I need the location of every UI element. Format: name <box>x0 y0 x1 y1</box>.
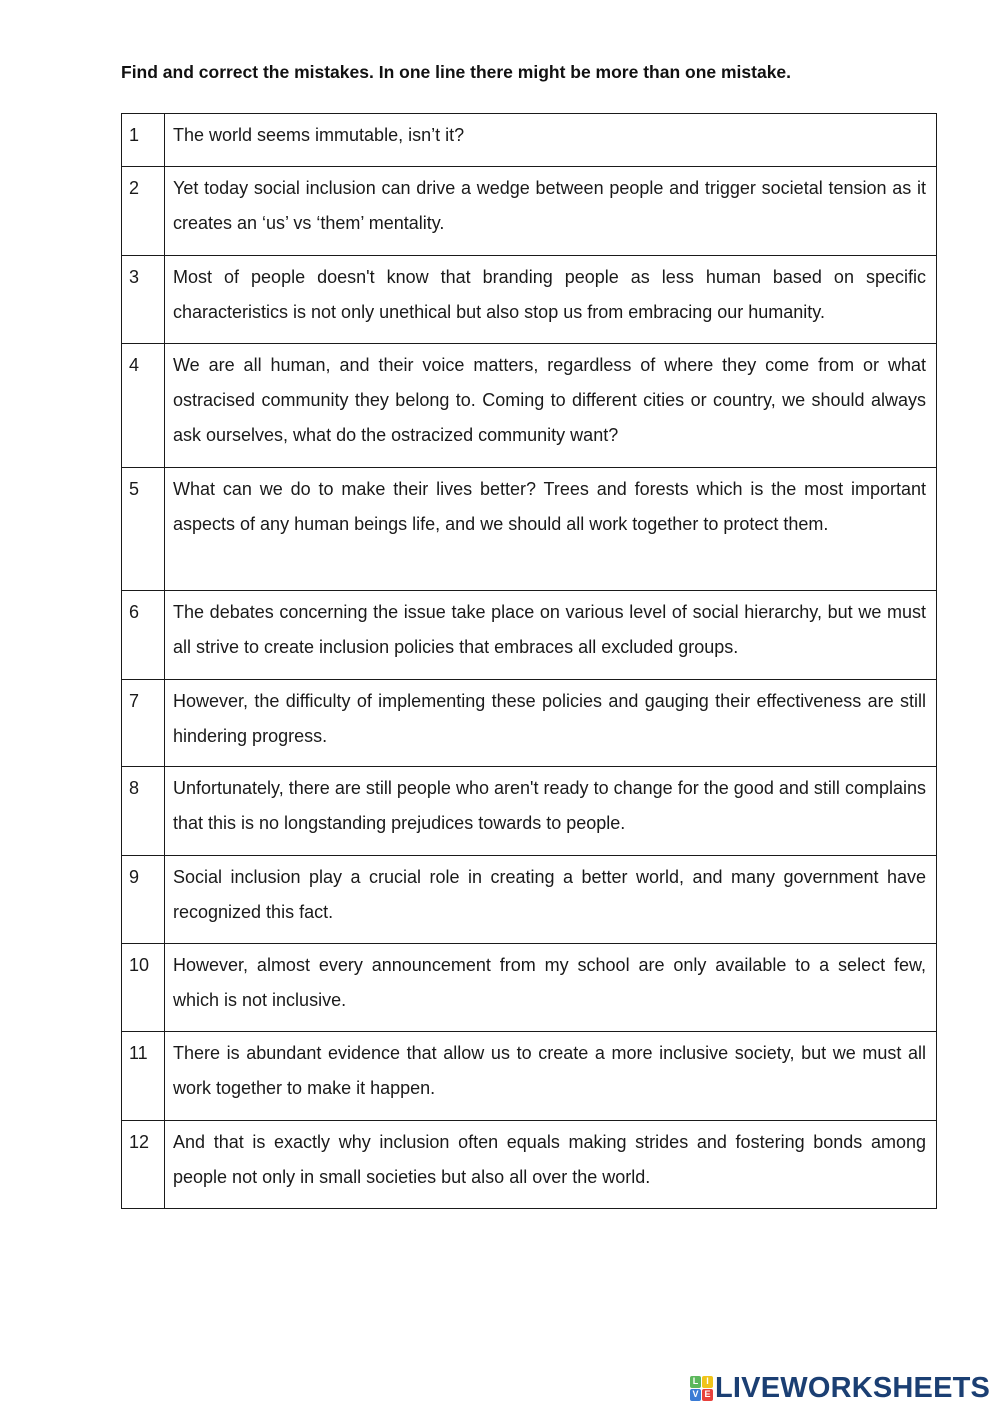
mistakes-table <box>121 113 937 1209</box>
logo-tile-i: I <box>702 1376 713 1388</box>
table-row <box>122 256 937 344</box>
row-number: 8 <box>122 767 165 856</box>
row-number: 11 <box>122 1032 165 1121</box>
row-sentence: We are all human, and their voice matters, regardless of where they come from or what ostracised community they belong to. Coming to different cities or country, we should always ask ourselves, what do the ostracized community want? <box>165 344 937 468</box>
row-sentence: And that is exactly why inclusion often equals making strides and fostering bonds among people not only in small societies but also all over the world. <box>165 1121 937 1209</box>
worksheet-instruction: Find and correct the mistakes. In one line there might be more than one mistake. <box>121 62 792 82</box>
row-number: 7 <box>122 680 165 767</box>
row-sentence: The world seems immutable, isn’t it? <box>165 114 937 167</box>
row-sentence: Social inclusion play a crucial role in creating a better world, and many government have recognized this fact. <box>165 856 937 944</box>
logo-tile-e: E <box>702 1389 713 1401</box>
table-row <box>122 167 937 256</box>
table-row <box>122 767 937 856</box>
logo-tile-l: L <box>690 1376 701 1388</box>
row-number: 12 <box>122 1121 165 1209</box>
row-number: 4 <box>122 344 165 468</box>
logo-tile-v: V <box>690 1389 701 1401</box>
row-number: 3 <box>122 256 165 344</box>
table-row <box>122 680 937 767</box>
table-row <box>122 856 937 944</box>
row-sentence: What can we do to make their lives better? Trees and forests which is the most important aspects of any human beings life, and we should all work together to protect them. <box>165 468 937 591</box>
row-sentence: However, almost every announcement from my school are only available to a select few, which is not inclusive. <box>165 944 937 1032</box>
row-number: 6 <box>122 591 165 680</box>
row-sentence: There is abundant evidence that allow us to create a more inclusive society, but we must all work together to make it happen. <box>165 1032 937 1121</box>
logo-wordmark: LIVEWORKSHEETS <box>715 1372 991 1404</box>
table-row <box>122 1032 937 1121</box>
row-number: 10 <box>122 944 165 1032</box>
row-number: 2 <box>122 167 165 256</box>
table-row <box>122 944 937 1032</box>
row-sentence: Unfortunately, there are still people who aren't ready to change for the good and still complains that this is no longstanding prejudices towards to people. <box>165 767 937 856</box>
liveworksheets-logo <box>690 1374 990 1402</box>
table-row <box>122 114 937 167</box>
row-sentence: Most of people doesn't know that branding people as less human based on specific characteristics is not only unethical but also stop us from embracing our humanity. <box>165 256 937 344</box>
table-row <box>122 591 937 680</box>
row-sentence: However, the difficulty of implementing these policies and gauging their effectiveness are still hindering progress. <box>165 680 937 767</box>
table-row <box>122 344 937 468</box>
row-number: 5 <box>122 468 165 591</box>
table-row <box>122 1121 937 1209</box>
live-tiles-icon <box>690 1376 713 1401</box>
row-number: 1 <box>122 114 165 167</box>
row-sentence: Yet today social inclusion can drive a wedge between people and trigger societal tension as it creates an ‘us’ vs ‘them’ mentality. <box>165 167 937 256</box>
row-number: 9 <box>122 856 165 944</box>
row-sentence: The debates concerning the issue take place on various level of social hierarchy, but we must all strive to create inclusion policies that embraces all excluded groups. <box>165 591 937 680</box>
table-row <box>122 468 937 591</box>
